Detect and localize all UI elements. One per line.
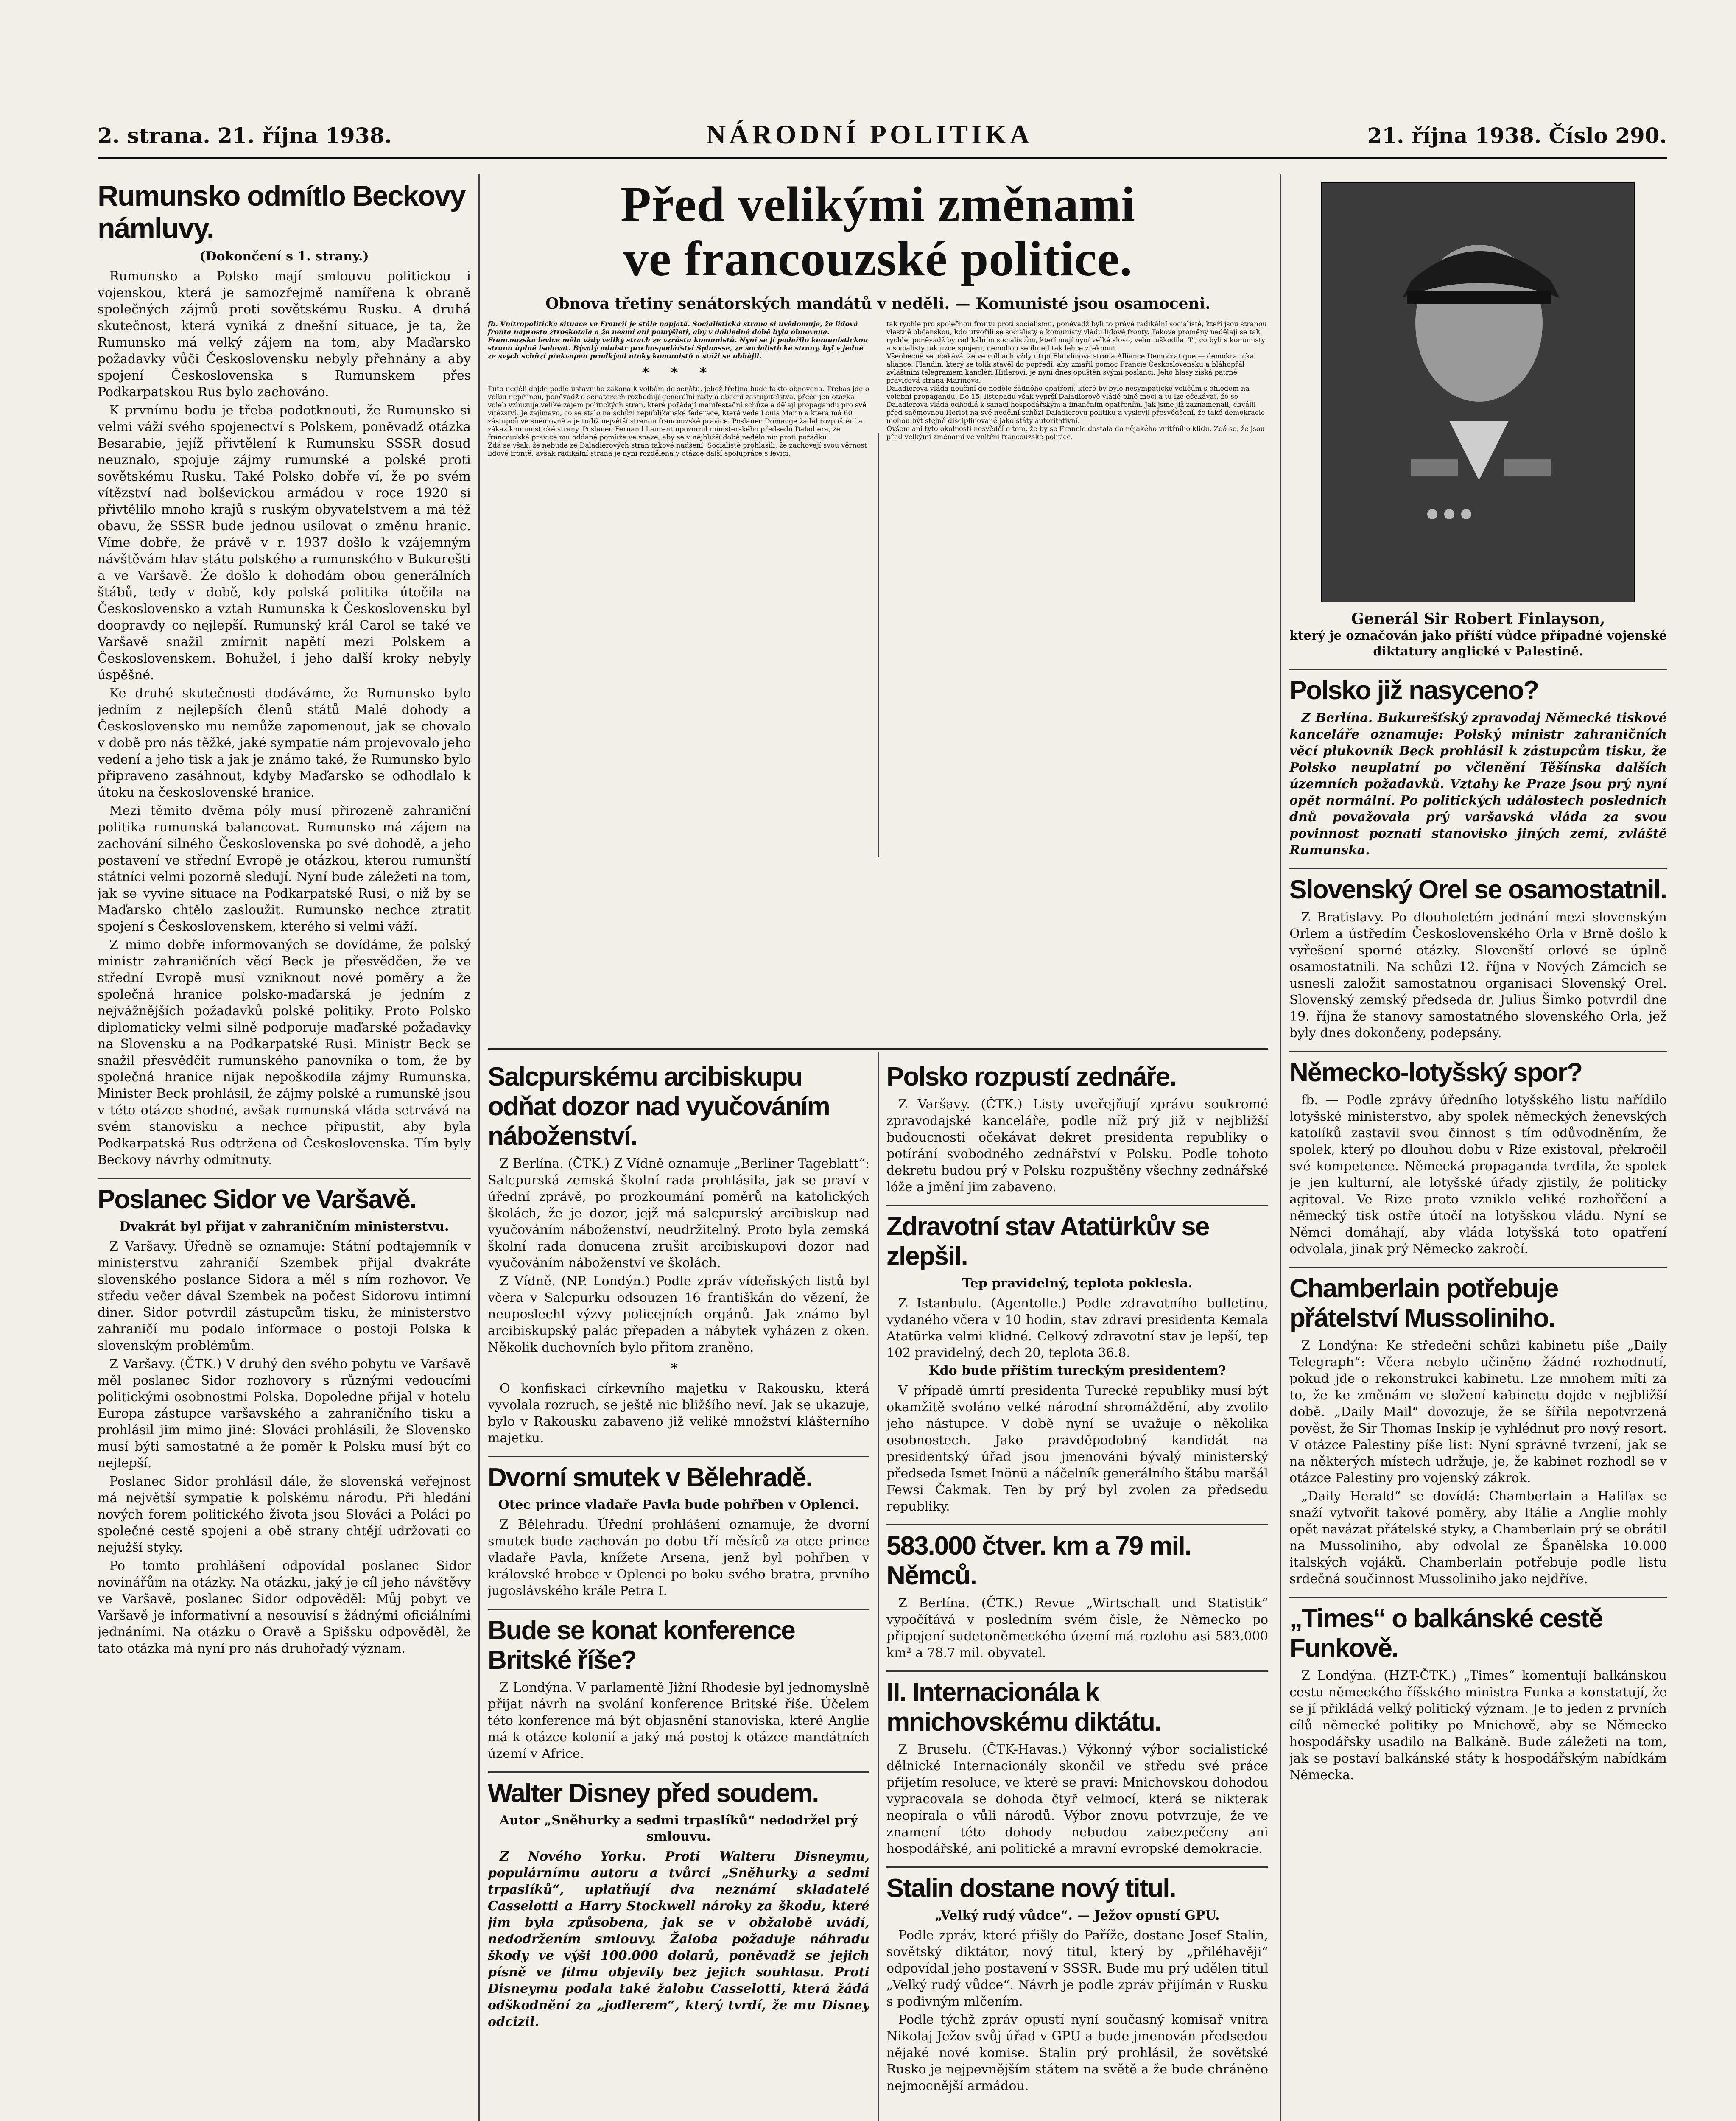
- headline-salcpurk: Salcpurskému arcibiskupu odňat dozor nad vyučováním náboženství.: [488, 1062, 830, 1151]
- page-number-date: 2. strana. 21. října 1938.: [98, 123, 392, 148]
- article-separator: [1289, 669, 1667, 670]
- paragraph: K prvnímu bodu je třeba podotknouti, že Rumunsko si velmi váží svého spojenectví s Polskem, poněvadž otázka Besarabie, jejíž přivtělení k Rumunsku SSSR dosud neuznalo, spojuje zájmy rumunské a polské proti sovětskému Rusku. Také Polsko dobře ví, že po svém vítězství nad bolševickou armádou v roce 1920 si přivtělilo mnoho krajů s ruským obyvatelstvem a má též obavu, že SSSR bude jednou usilovat o změnu hranic. Víme dobře, že právě v r. 1937 došlo k vzájemným návštěvám hlav státu polského a rumunského v Bukurešti a ve Varšavě. Že došlo k dohodám obou generálních štábů, tedy v době, kdy polská politika útočila na Československo a vztah Rumunska k Československu byl doopravdy co nejlepší. Rumunský král Carol se také ve Varšavě snažil zmírnit napětí mezi Polskem a Československem. Bohužel, i jeho další kroky nebyly úspěšné.: [98, 403, 471, 683]
- banner-bottom-rule: [488, 1048, 1268, 1050]
- headline-nemecko-rozloha: 583.000 čtver. km a 79 mil. Němců.: [886, 1531, 1191, 1590]
- paragraph: Mezi těmito dvěma póly musí přirozeně zahraniční politika rumunská balancovat. Rumunsko má zájem na zachování silného Československa po své dohodě, a jeho postavení ve střední Evropě je otázkou, kterou rumunští státníci velmi pozorně sledují. Nyní bude záležeti na tom, jak se vyvine situace na Podkarpatské Rusi, o niž by se Maďarsko chtělo zasloužit. Rumunsko nechce ztratit spojení s Československem, kterého si velmi váží.: [98, 803, 471, 934]
- article-separator: [488, 1456, 869, 1457]
- article-separator: [886, 1524, 1268, 1525]
- article-separator: [886, 1205, 1268, 1206]
- headline-sidor: Poslanec Sidor ve Varšavě.: [98, 1185, 417, 1214]
- article-sidor-body: [98, 1238, 471, 1657]
- article-separator: [886, 1670, 1268, 1672]
- paragraph: Z Nového Yorku. Proti Walteru Disneymu, populárnímu autoru a tvůrci „Sněhurky a sedmi trpaslíků“, uplatňují dva neznámí skladatelé Casselotti a Harry Stockwell nároky za škodu, které jim byla způsobena, jak se v obžalobě uvádí, nedodržením smlouvy. Žaloba požaduje náhradu škody ve výši 100.000 dolarů, poněvadž se jejich písně ve filmu objevily bez jejich souhlasu. Proti Disneymu podala také žalobu Casselotti, která žádá odškodnění za „jodlerem“, který tvrdí, že mu Disney odcizil.: [488, 1849, 869, 2029]
- banner-headline-line-2: ve francouzské politice.: [623, 231, 1133, 286]
- paragraph: Z Varšavy. (ČTK.) Listy uveřejňují zprávu soukromé zpravodajské kanceláře, podle níž prý již v nejbližší budoucnosti očekávat dekret presidenta republiky o potírání svobodného zednářství v Polsku. Podle tohoto dekretu budou prý v Polsku rozpuštěny všechny zednářské lóže a jmění jim zabaveno.: [886, 1097, 1268, 1195]
- section-star: *: [671, 1360, 687, 1376]
- paragraph: Z Vídně. (NP. Londýn.) Podle zpráv vídeňských listů byl včera v Salcpurku odsouzen 16 františkán do vězení, že neuposlechl výzvy policejních orgánů. Jak známo byl arcibiskupský palác přepaden a nábytek vyházen z oken. Několik duchovních bylo přitom zraněno.: [488, 1274, 869, 1355]
- headline-internacionala: II. Internacionála k mnichovskému diktátu.: [886, 1678, 1161, 1737]
- column-2-lower: [488, 1056, 869, 2121]
- paragraph: Z Bruselu. (ČTK-Havas.) Výkonný výbor socialistické dělnické Internacionály skončil ve středu své práce přijetím resoluce, ve které se praví: Mnichovskou dohodou vypracovala se dohoda čtyř velmocí, která se nikterak neopírala o vůli národů. Výbor znovu potvrzuje, že ve znamení této dohody nebudou zabezpečeny ani hospodářské, ani politické a mravní evropské demokracie.: [886, 1742, 1268, 1856]
- photo-caption-title: Generál Sir Robert Finlayson,: [1351, 610, 1605, 628]
- subheadline-stalin: „Velký rudý vůdce“. — Ježov opustí GPU.: [935, 1908, 1220, 1923]
- article-separator: [886, 1866, 1268, 1868]
- paragraph: fb. — Podle zprávy úředního lotyšského listu nařídilo lotyšské ministerstvo, aby spolek německých ženevských katolíků zastavil svou činnost s tím odůvodněním, že spolek, který po dlouhou dobu v Rize existoval, překročil své kompetence. Německá propaganda tvrdila, že spolek je jen kulturní, ale lotyšské úřady zjistily, že politicky agitoval. Ve Rize proto vzniklo veliké rozhořčení a německý tisk ostře útočí na lotyšskou vládu. Nyní se Němci domáhají, aby vláda lotyšská toto opatření odvolala, jinak prý Německo zakročí.: [1289, 1093, 1667, 1256]
- continuation-note: (Dokončení s 1. strany.): [199, 249, 369, 264]
- column-3-lower: [886, 1056, 1268, 2121]
- headline-konference: Bude se konat konference Britské říše?: [488, 1616, 795, 1675]
- portrait-illustration: [1322, 183, 1635, 602]
- article-separator: [488, 1609, 869, 1610]
- article-separator: [98, 1178, 471, 1179]
- article-separator: [1289, 1597, 1667, 1598]
- banner-headline: [488, 174, 1268, 286]
- paragraph: Z Varšavy. Úředně se oznamuje: Státní podtajemník v ministerstvu zahraničí Szembek přijal dvakráte slovenského poslance Sidora a měl s ním rozhovor. Ve středu večer dával Szembek na počest Sidorovu intimní diner. Sidor potvrdil zástupcům tisku, že ministerstvo zahraničí mu podalo informace o postoji Polska k slovenským problémům.: [98, 1239, 471, 1353]
- banner-right-column: [886, 320, 1268, 457]
- article-separator: [1289, 868, 1667, 869]
- headline-slovensky-orel: Slovenský Orel se osamostatnil.: [1289, 875, 1667, 904]
- headline-disney: Walter Disney před soudem.: [488, 1779, 819, 1808]
- banner-article-france: [488, 174, 1268, 1048]
- date-issue-number: 21. října 1938. Číslo 290.: [1367, 123, 1667, 148]
- paragraph: Z Londýna. V parlamentě Jižní Rhodesie byl jednomyslně přijat návrh na svolání konference Britské říše. Účelem této konference má být objasnění stanoviska, které Anglie má k otázce kolonií a jaký má postoj k otázce mandátních území v Africe.: [488, 1680, 869, 1761]
- headline-belehrad: Dvorní smutek v Bělehradě.: [488, 1463, 812, 1492]
- paragraph: Z Berlína. Bukurešťský zpravodaj Německé tiskové kanceláře oznamuje: Polský ministr zahraničních věcí plukovník Beck prohlásil k zástupcům tisku, že Polsko neuplatní po včlenění Těšínska dalších územních požadavků. Vztahy ke Praze jsou prý nyní opět normální. Po politických událostech posledních dnů považovala prý varšavská vláda za svou povinnost poznati stanovisko jiných zemí, zvláště Rumunska.: [1289, 711, 1667, 858]
- paragraph: Z mimo dobře informovaných se dovídáme, že polský ministr zahraničních věcí Beck je přesvědčen, že ve střední Evropě musí vzniknout nové poměry a že společná hranice polsko-maďarská je jedním z nejvážnějších požadavků polské politiky. Proto Polsko diplomaticky velmi silně podporuje maďarské požadavky na Slovensku a na Podkarpatské Rusi. Ministr Beck se snažil přesvědčit rumunského panovníka o tom, že by společná hranice nijak nepoškodila zájmy Rumunska. Minister Beck prohlásil, že zájmy polské a rumunské jsou v této otázce shodné, avšak rumunská vláda setrvává na svém stanovisku a nechce připustit, aby byla Podkarpatská Rus odtržena od Československa. Tím byly Beckovy návrhy odmítnuty.: [98, 937, 471, 1167]
- lead-paragraph: fb. Vnitropolitická situace ve Francii je stále napjatá. Socialistická strana si uvědomuje, že lidová fronta naprosto ztroskotala a že nesmí ani pomýšleti, aby v dohledné době byla obnovena. Francouzská levice měla vždy veliký strach ze vzrůstu komunistů. Nyní se jí podařilo komunistickou stranu úplně isolovat. Bývalý ministr pro hospodářství Spinasse, ze socialistické strany, byl v jedné ze svých schůzí překvapen prudkými útoky komunistů a stáži se obhájil.: [488, 320, 868, 360]
- paragraph: tak rychle pro společnou frontu proti socialismu, poněvadž byli to právě radikální socialisté, kteří jsou stranou vlastně občanskou, kdo utvořili se socialisty a komunisty vládu lidové fronty. Takové proměny nedělají se tak rychle, poněvadž by radikálním socialistům, kteří mají nyní velké slovo, velmi uškodila. Tí, co byli s komunisty a socialisty tak úzce spojeni, nemohou se ihned tak lehce zřeknout.: [886, 320, 1267, 352]
- banner-columns: [488, 320, 1268, 457]
- subheadline-belehrad: Otec prince vladaře Pavla bude pohřben v Oplenci.: [498, 1497, 859, 1512]
- paragraph: Podle zpráv, které přišly do Paříže, dostane Josef Stalin, sovětský diktátor, nový titul, který by „přiléhavěji“ odpovídal jeho postavení v SSSR. Bude mu prý udělen titul „Velký rudý vůdce“. Návrh je podle zpráv přijímán v Rusku s podivným mlčením.: [886, 1928, 1268, 2009]
- article-rumunsko-body: [98, 268, 471, 1168]
- paragraph: Z Berlína. (ČTK.) Revue „Wirtschaft und Statistik“ vypočítává v posledním svém čísle, že Německo po připojení sudetoněmeckého území má rozlohu asi 583.000 km² a 78.7 mil. obyvatel.: [886, 1596, 1268, 1660]
- paragraph: Tuto neděli dojde podle ústavního zákona k volbám do senátu, jehož třetina bude takto obnovena. Třebas jde o volbu nepřímou, poněvadž o senátorech rozhodují generální rady a obecní zastupitelstva, přece jen otázka voleb vzbuzuje veliké zájem politických stran, které pořádají manifestační schůze a dělají propagandu pro své vítězství. Je zajímavo, co se stalo na schůzi republikánské federace, která vede Louis Marin a která má 60 zástupců ve sněmovně a je tudíž největší stranou francouzské pravice. Poslanec Domange žádal rozpuštění a zákaz komunistické strany. Poslanec Fernand Laurent upozornil ministerského předsedu Daladiera, že francouzská pravice mu oddaně pomůže ve snaze, aby se v nejbližší době nedělo nic proti pořádku.: [488, 385, 869, 441]
- paragraph: Poslanec Sidor prohlásil dále, že slovenská veřejnost má největší sympatie k polskému národu. Při hledání nových forem politického života jsou Slováci a Poláci po společné cestě spojeni a obě strany chtějí udržovati co nejužší styky.: [98, 1474, 471, 1555]
- headline-nemecko-lotyssky: Německo-lotyšský spor?: [1289, 1058, 1582, 1087]
- headline-polsko-zednari: Polsko rozpustí zednáře.: [886, 1062, 1176, 1091]
- subheadline-disney: Autor „Sněhurky a sedmi trpaslíků“ nedodržel prý smlouvu.: [499, 1813, 858, 1844]
- paragraph: Z Berlína. (ČTK.) Z Vídně oznamuje „Berliner Tageblatt“: Salcpurská zemská školní rada prohlásila, jak se praví v úřední zprávě, po prozkoumání poměrů na katolických školách, že je dozor, jejž má salcpurský arcibiskup nad vyučováním náboženství, neudržitelný. Proto byla zemská školní rada donucena zrušit arcibiskupovi dozor nad vyučováním náboženství ve školách.: [488, 1156, 869, 1270]
- article-separator: [1289, 1267, 1667, 1268]
- paragraph: Všeobecně se očekává, že ve volbách vždy utrpí Flandinova strana Alliance Democratique — demokratická aliance. Flandin, který se tolik stavěl do popředí, aby zmařil pomoc Francie Československu a bláhopřál zvláštním telegramem kancléři Hitlerovi, je nyní dnes opuštěn svými poslanci. Jeho hlasy získá patrně pravicová strana Marinova.: [886, 352, 1254, 384]
- paragraph: Rumunsko a Polsko mají smlouvu politickou i vojenskou, která je samozřejmě namířena k obraně společných zájmů proti sovětskému Rusku. A druhá skutečnost, která vyniká z dnešní situace, je ta, že Rumunsko má velký zájem na tom, aby Maďarsko požadavky vůči Československu nebyly přehnány a aby spojení Československa s Rumunskem přes Podkarpatskou Rus bylo zachováno.: [98, 269, 471, 400]
- paragraph: Po tomto prohlášení odpovídal poslanec Sidor novinářům na otázky. Na otázku, jaký je cíl jeho návštěvy ve Varšavě, poslanec Sidor odpověděl: Můj pobyt ve Varšavě je informativní a nesouvisí s žádnými oficiálními jednáními. Na otázku o Oravě a Spišsku odpověděl, že tato otázka má nyní pro nás druhořadý význam.: [98, 1559, 471, 1656]
- headline-ataturk: Zdravotní stav Atatürkův se zlepšil.: [886, 1212, 1209, 1271]
- newspaper-title: NÁRODNÍ POLITIKA: [706, 119, 1033, 149]
- masthead: [98, 106, 1667, 170]
- headline-stalin: Stalin dostane nový titul.: [886, 1874, 1176, 1903]
- headline-polsko-nasyceno: Polsko již nasyceno?: [1289, 676, 1539, 705]
- photo-caption-text: který je označován jako příští vůdce případné vojenské diktatury anglické v Palestině.: [1289, 628, 1667, 658]
- section-stars: * * *: [642, 364, 716, 381]
- subheadline-sidor: Dvakrát byl přijat v zahraničním ministerstvu.: [119, 1219, 449, 1234]
- headline-times-funk: „Times“ o balkánské cestě Funkově.: [1289, 1604, 1603, 1663]
- paragraph: Ke druhé skutečnosti dodáváme, že Rumunsko bylo jedním z nejlepších členů států Malé dohody a Československo mu nemůže zapomenout, jak se chovalo v době pro nás těžké, jaké sympatie nám projevovalo jeho vedení a jeho tisk a jak je známo také, že Rumunsko bylo připraveno zasáhnout, kdyby Maďarsko se odhodlalo k útoku na československé hranice.: [98, 686, 471, 800]
- paragraph: Z Londýna: Ke středeční schůzi kabinetu píše „Daily Telegraph“: Včera nebylo učiněno žádné rozhodnutí, pokud jde o rekonstrukci kabinetu. Lze mnohem míti za to, že ke změnám ve složení kabinetu dojde v nejbližší době. „Daily Mail“ dovozuje, že se šířila nepotvrzená pověst, že Sir Thomas Inskip je vyhlédnut pro nový resort. V otázce Palestiny píše list: Nyní správné tvrzení, jak se na některých místech udržuje, je, že kabinet rozhodl se v otázce Palestiny pro vojenský zákrok.: [1289, 1338, 1667, 1486]
- subheadline-ataturk: Tep pravidelný, teplota poklesla.: [962, 1276, 1193, 1291]
- headline-chamberlain: Chamberlain potřebuje přátelství Mussoliniho.: [1289, 1274, 1558, 1333]
- paragraph: Z Varšavy. (ČTK.) V druhý den svého pobytu ve Varšavě měl poslanec Sidor rozhovory s různými vedoucími politickými osobnostmi Polska. Dopoledne přijal v hotelu Europa zástupce varšavského a zahraničního tisku a prohlásil jim mimo jiné: Slováci prohlásili, že Slovensko musí býti samostatné a že poměr k Polsku musí být co nejlepší.: [98, 1357, 471, 1471]
- paragraph: Z Londýna. (HZT-ČTK.) „Times“ komentují balkánskou cestu německého říšského ministra Funka a konstatují, že se jí přikládá velký politický význam. Je to jeden z prvních cílů německé politiky po Mnichově, aby se Německo hospodářsky usadilo na Balkáně. Bude záležeti na tom, jak se postaví balkánské státy k hospodářským nabídkám Německa.: [1289, 1668, 1667, 1782]
- subheadline-turecky-president: Kdo bude příštím tureckým presidentem?: [928, 1363, 1226, 1378]
- paragraph: Ovšem ani tyto okolnosti nesvědčí o tom, že by se Francie dostala do nějakého vnitřního klidu. Zdá se, že jsou před velkými změnami ve vnitřní francouzské politice.: [886, 425, 1265, 441]
- headline-rumunsko: Rumunsko odmítlo Beckovy námluvy.: [98, 180, 465, 244]
- banner-subheadline: Obnova třetiny senátorských mandátů v neděli. — Komunisté jsou osamoceni.: [545, 295, 1210, 313]
- column-divider: [878, 1052, 879, 2121]
- paragraph: V případě úmrtí presidenta Turecké republiky musí být okamžitě svoláno velké národní shromáždění, aby zvolilo jeho nástupce. V době nyní se uvažuje o několika osobnostech. Jako pravděpodobný kandidát na presidentský úřad jsou jmenováni bývalý ministerský předseda Ismet Inönü a náčelník generálního štábu maršál Fewsi Čakmak. Ten by prý byl zvolen za předsedu republiky.: [886, 1383, 1268, 1514]
- paragraph: Z Istanbulu. (Agentolle.) Podle zdravotního bulletinu, vydaného včera v 10 hodin, stav zdraví presidenta Kemala Atatürka velmi klidné. Celkový zdravotní stav je lepší, tep 102 pravidelný, dech 20, teplota 36.8.: [886, 1296, 1268, 1360]
- paragraph: Daladierova vláda neučiní do neděle žádného opatření, které by bylo nesympatické voličům s ohledem na volební propagandu. Do 15. listopadu však vyprší Daladierově vládě plné moci a tu lze očekávat, že se Daladierova vláda odhodlá k sanaci hospodářským a finančním opatřením. Jak jsme již zaznamenali, chválil před sněmovnou Heriot na své nedělní schůzi Daladierovu politiku a vyslovil přesvědčení, že také demokracie mohou být stejně disciplinované jako státy autoritativní.: [886, 384, 1265, 425]
- portrait-photo: [1321, 182, 1635, 602]
- paragraph: Z Bratislavy. Po dlouholetém jednání mezi slovenským Orlem a ústředím Československého Orla v Brně došlo k vyřešení sporné otázky. Slovenští orlové se úplně osamostatnili. Na schůzi 12. října v Nových Zámcích se usnesli založit samostatnou organisaci Slovenský Orel. Slovenský zemský předseda dr. Julius Šimko potvrdil dne 19. října že stanovy samostatného slovenského Orla, jež byly dnes dokončeny, podepsány.: [1289, 910, 1667, 1041]
- banner-headline-line-1: Před velikými změnami: [621, 176, 1135, 232]
- column-1: [98, 174, 471, 2121]
- column-divider: [1280, 174, 1281, 2121]
- paragraph: Podle týchž zpráv opustí nyní současný komisař vnitra Nikolaj Ježov svůj úřad v GPU a bude jmenován předsedou nějaké nové komise. Stalin prý prohlásil, že sovětské Rusko je nejpevnějším státem na světě a že bude chráněno nejmocnější armádou.: [886, 2012, 1268, 2093]
- article-separator: [488, 1771, 869, 1773]
- column-4: [1289, 174, 1667, 2121]
- masthead-rule: [98, 157, 1667, 159]
- paragraph: „Daily Herald“ se dovídá: Chamberlain a Halifax se snaží vytvořit takové poměry, aby Itálie a Anglie mohly opět navázat přátelské styky, a Chamberlain prý se obrátil na Mussoliniho, aby odvolal ze Španělska 10.000 italských vojáků. Chamberlain potřebuje podle listu srdečná součinnost Mussoliniho jako nejdříve.: [1289, 1489, 1667, 1587]
- paragraph: Zdá se však, že nebude ze Daladierových stran takové nadšení. Socialisté prohlásili, že zachovají svou věrnost lidové frontě, avšak radikální strana je nyní rozdělena v otázce další spolupráce s levicí.: [488, 441, 867, 457]
- banner-left-column: [488, 320, 869, 457]
- paragraph: Z Bělehradu. Úřední prohlášení oznamuje, že dvorní smutek bude zachován po dobu tří měsíců za otce prince vladaře Pavla, knížete Arsena, jenž byl pohřben v královské hrobce v Oplenci po boku svého bratra, prvního jugoslávského krále Petra I.: [488, 1517, 869, 1598]
- article-separator: [1289, 1051, 1667, 1052]
- paragraph: O konfiskaci církevního majetku v Rakousku, která vyvolala rozruch, se ještě nic bližšího neví. Jak se ukazuje, bylo v Rakousku zabaveno již veliké množství klášterního majetku.: [488, 1381, 869, 1446]
- column-divider: [478, 174, 480, 2121]
